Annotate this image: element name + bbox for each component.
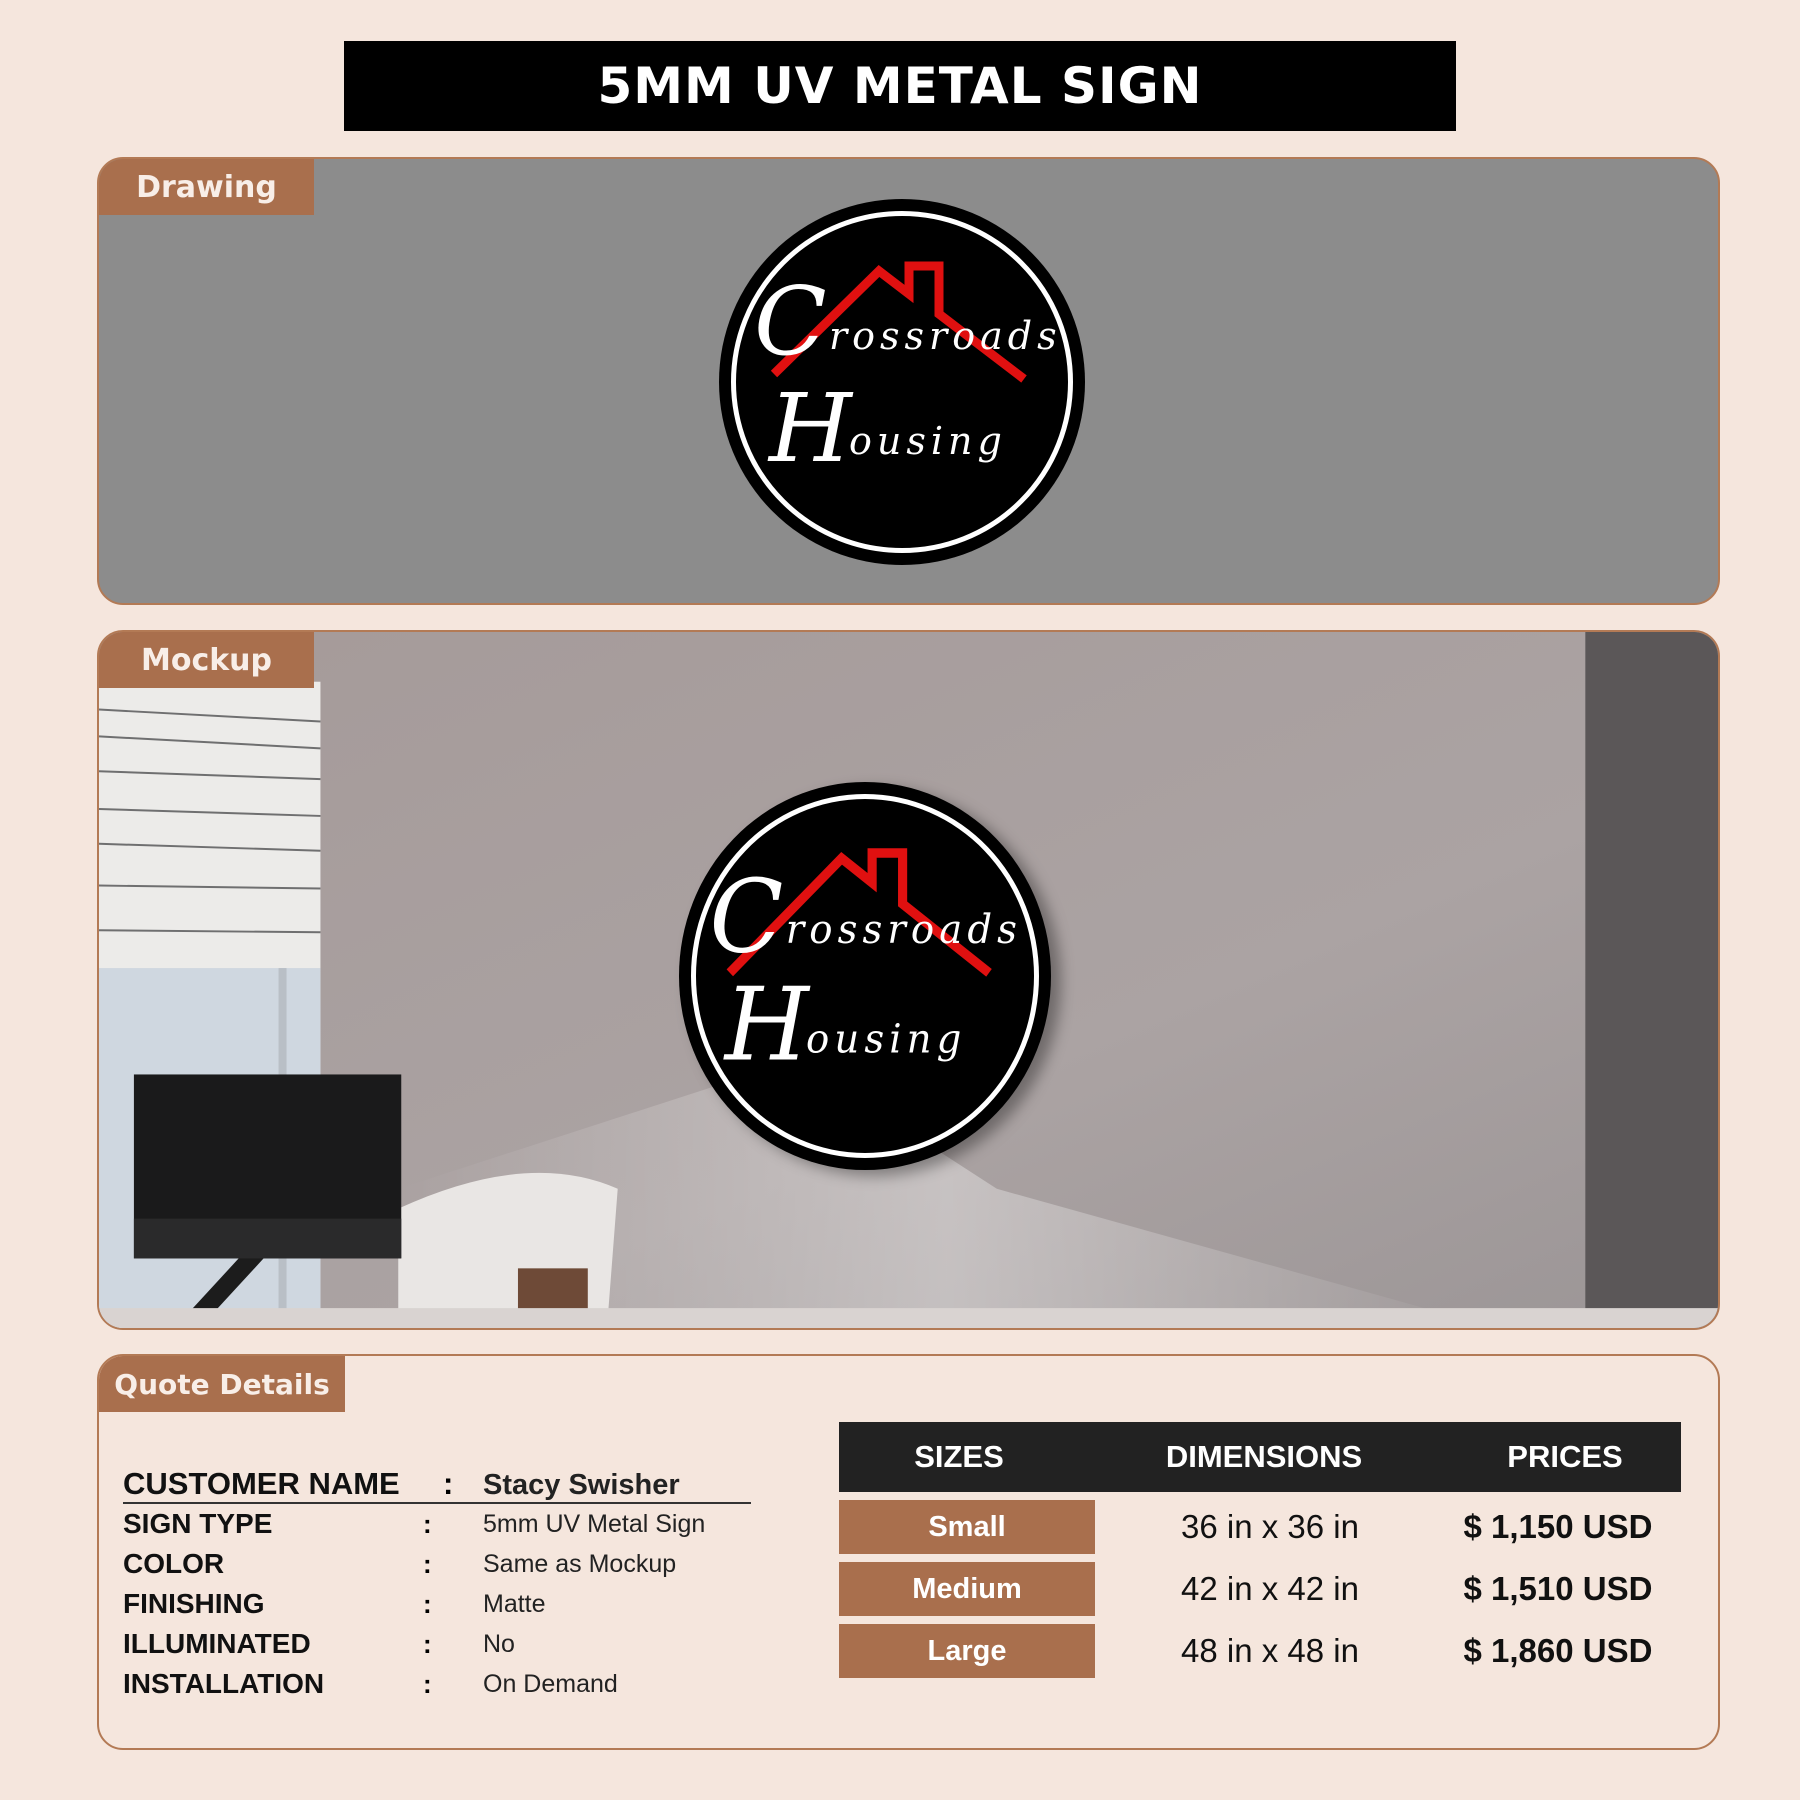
customer-row [123,1452,751,1504]
customer-value: Stacy Swisher [483,1469,680,1501]
detail-label: INSTALLATION [123,1668,325,1699]
detail-label: SIGN TYPE [123,1508,273,1539]
size-large[interactable]: Large [839,1624,1095,1678]
size-small[interactable]: Small [839,1500,1095,1554]
page-title: 5MM UV METAL SIGN [344,41,1456,131]
svg-text:H: H [724,966,809,1085]
pricing-table [839,1422,1681,1678]
svg-text:rossroads: rossroads [785,906,1023,954]
dimension-value: 48 in x 48 in [1181,1632,1359,1669]
svg-text:C: C [709,858,784,977]
detail-row-color [123,1544,763,1584]
quote-panel [97,1354,1720,1750]
sign-mockup [679,782,1051,1170]
header-prices: PRICES [1507,1439,1623,1474]
table-header [839,1422,1681,1492]
detail-value: No [483,1629,515,1658]
detail-value: 5mm UV Metal Sign [483,1509,706,1538]
dimension-value: 36 in x 36 in [1181,1508,1359,1545]
detail-row-sign-type [123,1504,763,1544]
colon: : [443,1466,454,1501]
detail-value: On Demand [483,1669,618,1698]
quote-details [123,1452,763,1704]
colon: : [423,1628,432,1659]
logo-letter-c: C [754,267,827,377]
sign-drawing [719,199,1085,565]
detail-row-installation [123,1664,763,1704]
quote-tab: Quote Details [99,1356,345,1412]
logo-graphic [679,782,1051,1170]
svg-text:ousing: ousing [806,1015,967,1063]
colon: : [423,1548,432,1579]
drawing-panel [97,157,1720,605]
mockup-tab: Mockup [99,632,314,688]
table-row [839,1500,1681,1554]
drawing-tab: Drawing [99,159,314,215]
price-value: $ 1,150 USD [1463,1508,1653,1545]
customer-label: CUSTOMER NAME [123,1466,400,1501]
colon: : [423,1508,432,1539]
colon: : [423,1588,432,1619]
logo-letter-h: H [769,374,852,484]
logo-line1: rossroads [829,314,1062,358]
dimension-value: 42 in x 42 in [1181,1570,1359,1607]
table-row [839,1624,1681,1678]
size-medium[interactable]: Medium [839,1562,1095,1616]
detail-row-illuminated [123,1624,763,1664]
mockup-panel [97,630,1720,1330]
header-sizes: SIZES [914,1439,1004,1474]
colon: : [423,1668,432,1699]
price-value: $ 1,860 USD [1463,1632,1653,1669]
detail-label: FINISHING [123,1588,265,1619]
table-row [839,1562,1681,1616]
logo-graphic [719,199,1085,565]
header-dimensions: DIMENSIONS [1165,1439,1363,1474]
detail-row-finishing [123,1584,763,1624]
logo-line2: ousing [849,419,1007,463]
detail-value: Matte [483,1589,546,1618]
detail-label: ILLUMINATED [123,1628,311,1659]
detail-value: Same as Mockup [483,1549,677,1578]
price-value: $ 1,510 USD [1463,1570,1653,1607]
detail-label: COLOR [123,1548,225,1579]
